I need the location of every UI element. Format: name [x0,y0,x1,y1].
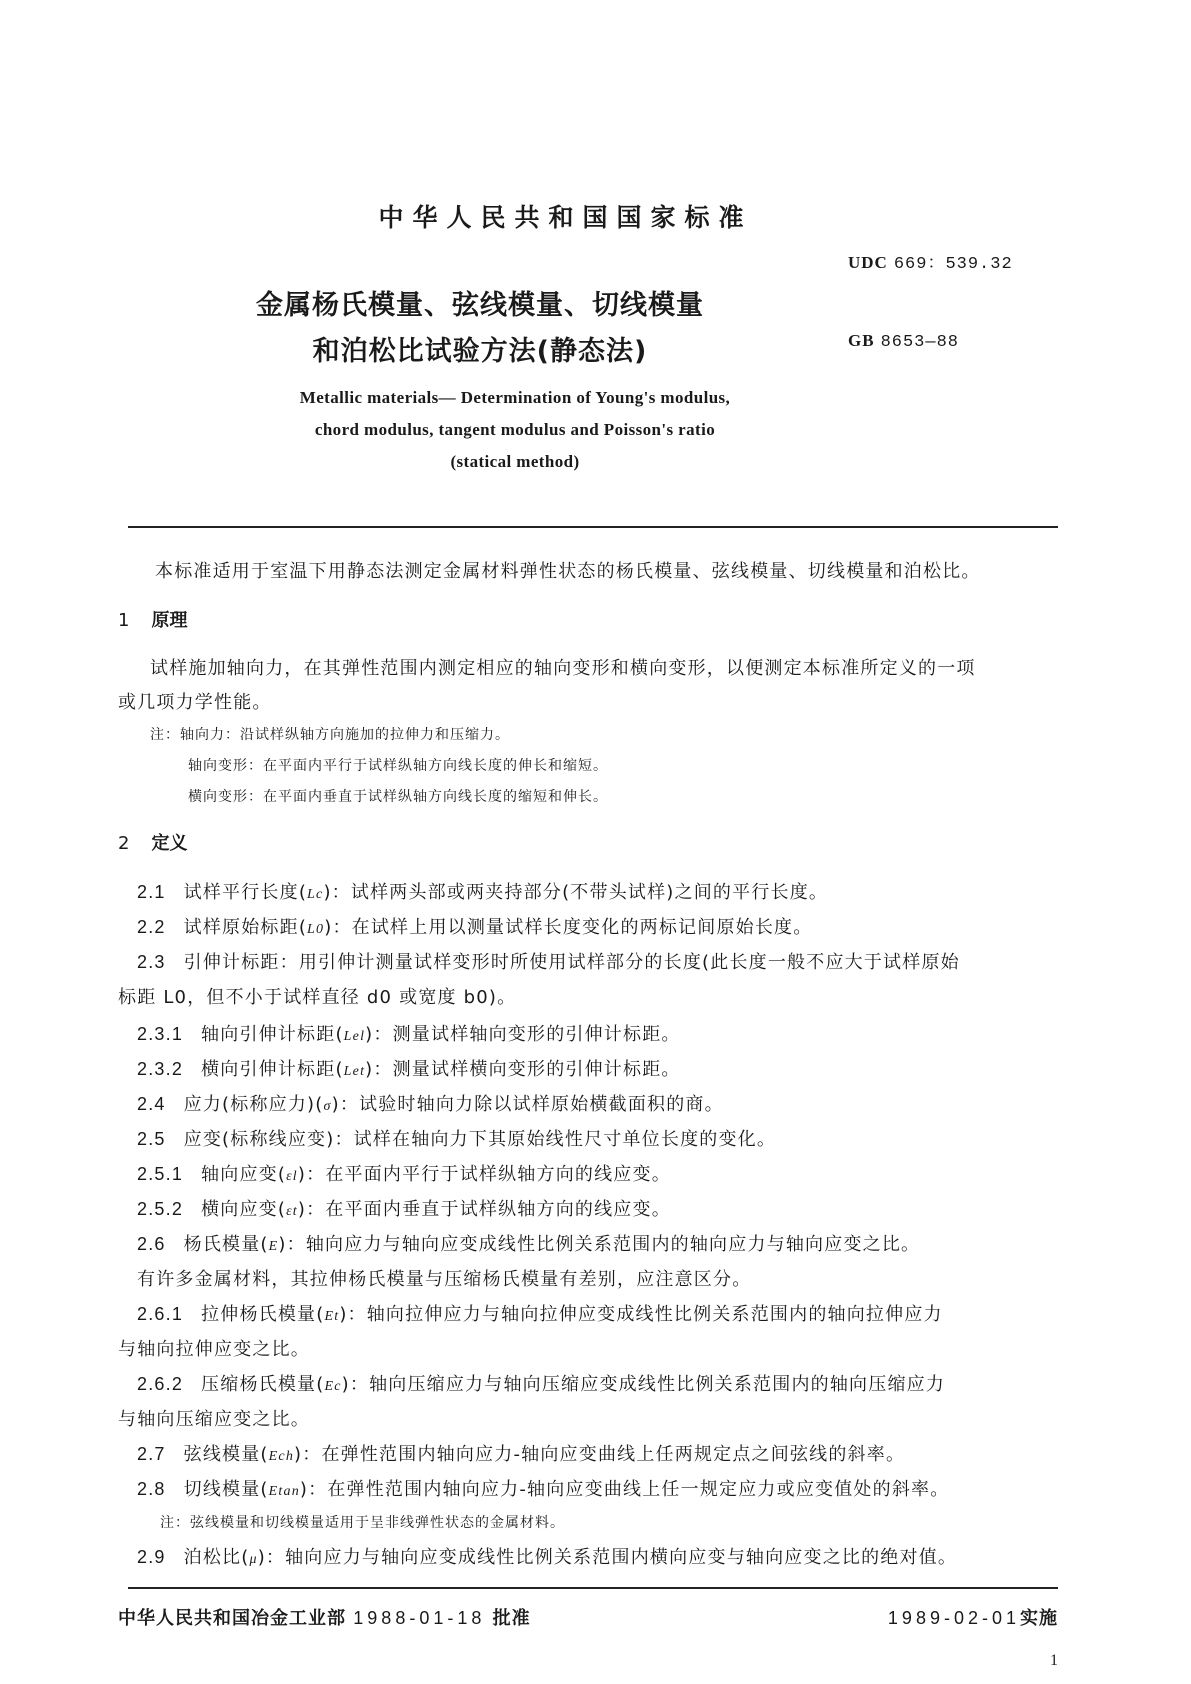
definition-2-8: 2.8 切线模量(Etan)：在弹性范围内轴向应力-轴向应变曲线上任一规定应力或应变值处的斜率。 [137,1479,950,1500]
section-1-note-3: 横向变形：在平面内垂直于试样纵轴方向线长度的缩短和伸长。 [188,789,608,805]
title-en-line2: chord modulus, tangent modulus and Poisson's ratio [314,420,716,439]
definition-2-8-note: 注：弦线模量和切线模量适用于呈非线弹性状态的金属材料。 [160,1515,565,1531]
definition-2-3: 2.3 引伸计标距：用引伸计测量试样变形时所使用试样部分的长度(此长度一般不应大于试样原始 [137,952,960,973]
footer-divider [128,1587,1058,1589]
definition-2-3-2: 2.3.2 横向引伸计标距(Let)：测量试样横向变形的引伸计标距。 [137,1059,681,1080]
section-1-note-2: 轴向变形：在平面内平行于试样纵轴方向线长度的伸长和缩短。 [188,758,608,774]
definition-2-1: 2.1 试样平行长度(Lc)：试样两头部或两夹持部分(不带头试样)之间的平行长度。 [137,882,829,903]
title-cn-line1: 金属杨氏模量、弦线模量、切线模量 [256,290,704,321]
section-1-note-1: 注：轴向力：沿试样纵轴方向施加的拉伸力和压缩力。 [150,727,510,743]
section-2-heading: 2 定义 [118,833,188,854]
definition-2-6-1: 2.6.1 拉伸杨氏模量(Et)：轴向拉伸应力与轴向拉伸应变成线性比例关系范围内的轴向拉伸应力 [137,1304,943,1325]
scope-paragraph: 本标准适用于室温下用静态法测定金属材料弹性状态的杨氏模量、弦线模量、切线模量和泊松比。 [155,561,981,582]
definition-2-3-continued: 标距 L0，但不小于试样直径 d0 或宽度 b0)。 [118,987,517,1008]
definition-2-5: 2.5 应变(标称线应变)：试样在轴向力下其原始线性尺寸单位长度的变化。 [137,1129,777,1150]
definition-2-5-1: 2.5.1 轴向应变(εl)：在平面内平行于试样纵轴方向的线应变。 [137,1164,671,1185]
approval-line: 中华人民共和国冶金工业部 1988-01-18 批准 [118,1608,531,1629]
title-cn-line2: 和泊松比试验方法(静态法) [312,336,648,367]
header-divider [128,526,1058,528]
definition-2-4: 2.4 应力(标称应力)(σ)：试验时轴向力除以试样原始横截面积的商。 [137,1094,724,1115]
section-1-heading: 1 原理 [118,610,188,631]
gb-code: GB 8653—88 [848,331,959,352]
udc-code: UDC 669：539.32 [848,253,1013,274]
section-1-para-line2: 或几项力学性能。 [118,692,272,713]
effective-line: 1989-02-01实施 [887,1608,1058,1629]
standard-type-heading: 中华人民共和国国家标准 [378,203,753,232]
definition-2-5-2: 2.5.2 横向应变(εt)：在平面内垂直于试样纵轴方向的线应变。 [137,1199,671,1220]
definition-2-6-1-continued: 与轴向拉伸应变之比。 [118,1339,310,1360]
definition-2-6-note: 有许多金属材料，其拉伸杨氏模量与压缩杨氏模量有差别，应注意区分。 [137,1269,752,1290]
page-number: 1 [1050,1652,1058,1669]
definition-2-9: 2.9 泊松比(μ)：轴向应力与轴向应变成线性比例关系范围内横向应变与轴向应变之比的绝对值。 [137,1547,958,1568]
definition-2-7: 2.7 弦线模量(Ech)：在弹性范围内轴向应力-轴向应变曲线上任两规定点之间弦线的斜率。 [137,1444,906,1465]
definition-2-6-2-continued: 与轴向压缩应变之比。 [118,1409,310,1430]
definition-2-3-1: 2.3.1 轴向引伸计标距(Lel)：测量试样轴向变形的引伸计标距。 [137,1024,681,1045]
title-en-line3: (statical method) [450,452,580,471]
definition-2-2: 2.2 试样原始标距(L0)：在试样上用以测量试样长度变化的两标记间原始长度。 [137,917,813,938]
definition-2-6-2: 2.6.2 压缩杨氏模量(Ec)：轴向压缩应力与轴向压缩应变成线性比例关系范围内的轴向压缩应力 [137,1374,946,1395]
section-1-para-line1: 试样施加轴向力，在其弹性范围内测定相应的轴向变形和横向变形，以便测定本标准所定义的一项 [150,658,976,679]
definition-2-6: 2.6 杨氏模量(E)：轴向应力与轴向应变成线性比例关系范围内的轴向应力与轴向应变之比。 [137,1234,921,1255]
title-en-line1: Metallic materials— Determination of Young's modulus, [299,388,731,407]
